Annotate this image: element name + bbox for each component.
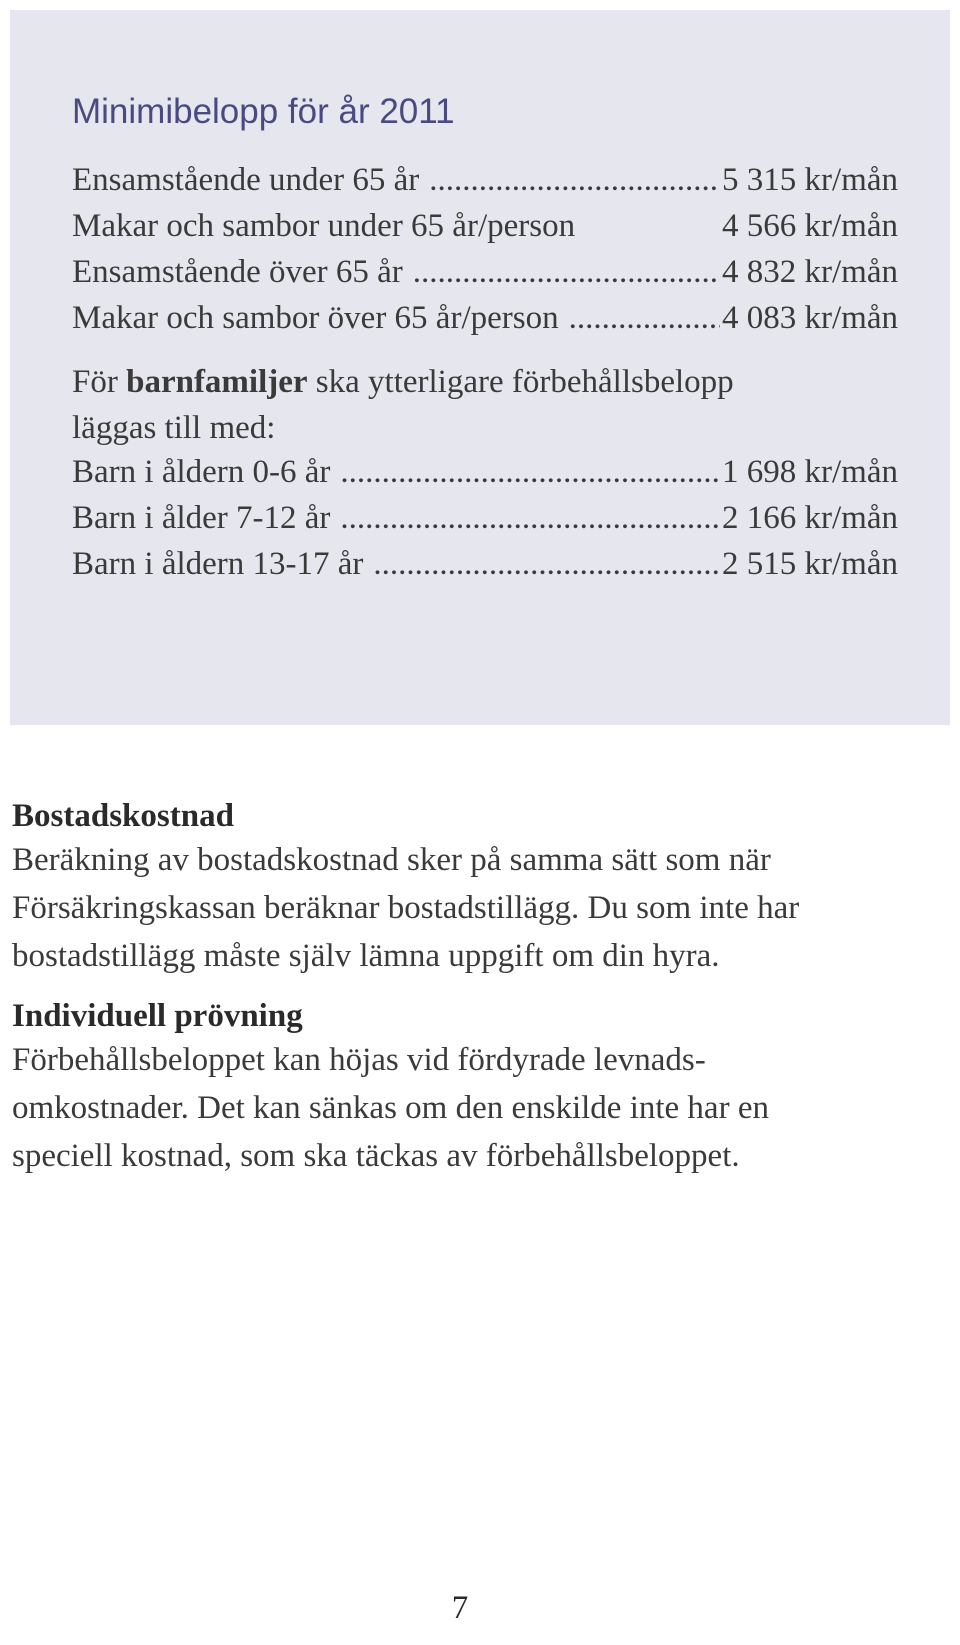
rate-value: 5 315 kr/mån [722,162,898,198]
rate-row-child-7-12 [72,498,898,538]
rate-label: Barn i åldern 13-17 år [72,546,364,582]
dot-leader [413,252,720,292]
family-intro-line-2: läggas till med: [72,410,276,446]
individual-line-1: Förbehållsbeloppet kan höjas vid fördyrade levnads- [12,1042,706,1078]
dot-leader [340,452,720,492]
rate-value: 4 566 kr/mån [722,208,898,244]
rate-row-single-under-65 [72,160,898,200]
rate-label: Barn i ålder 7-12 år [72,500,331,536]
rate-label: Barn i åldern 0-6 år [72,454,331,490]
housing-line-3: bostadstillägg måste själv lämna uppgift om din hyra. [12,938,720,974]
dot-leader [429,160,720,200]
family-intro-suffix: ska ytterligare förbehållsbelopp [307,364,734,400]
rate-value: 2 166 kr/mån [722,500,898,536]
family-intro-line [72,362,734,402]
rate-value: 4 083 kr/mån [722,300,898,336]
rate-label: Ensamstående över 65 år [72,254,403,290]
rate-value: 4 832 kr/mån [722,254,898,290]
page-number: 7 [451,1590,469,1626]
rate-label: Makar och sambor över 65 år/person [72,300,559,336]
housing-line-1: Beräkning av bostadskostnad sker på samma sätt som när [12,842,771,878]
rate-row-couple-under-65 [72,206,898,246]
rate-label: Makar och sambor under 65 år/person [72,208,576,244]
family-intro-prefix: För [72,364,127,400]
dot-leader [569,298,720,338]
box-title: Minimibelopp för år 2011 [72,92,455,131]
rate-row-couple-over-65 [72,298,898,338]
individual-line-3: speciell kostnad, som ska täckas av förbehållsbeloppet. [12,1138,740,1174]
family-intro-bold: barnfamiljer [126,364,308,400]
dot-leader [373,544,720,584]
rate-label: Ensamstående under 65 år [72,162,420,198]
rate-row-single-over-65 [72,252,898,292]
housing-heading: Bostadskostnad [12,798,234,834]
rate-value: 2 515 kr/mån [722,546,898,582]
individual-line-2: omkostnader. Det kan sänkas om den enskilde inte har en [12,1090,769,1126]
individual-heading: Individuell prövning [12,998,303,1034]
rate-value: 1 698 kr/mån [722,454,898,490]
housing-line-2: Försäkringskassan beräknar bostadstillägg. Du som inte har [12,890,800,926]
rate-row-child-13-17 [72,544,898,584]
dot-leader [340,498,720,538]
rate-row-child-0-6 [72,452,898,492]
